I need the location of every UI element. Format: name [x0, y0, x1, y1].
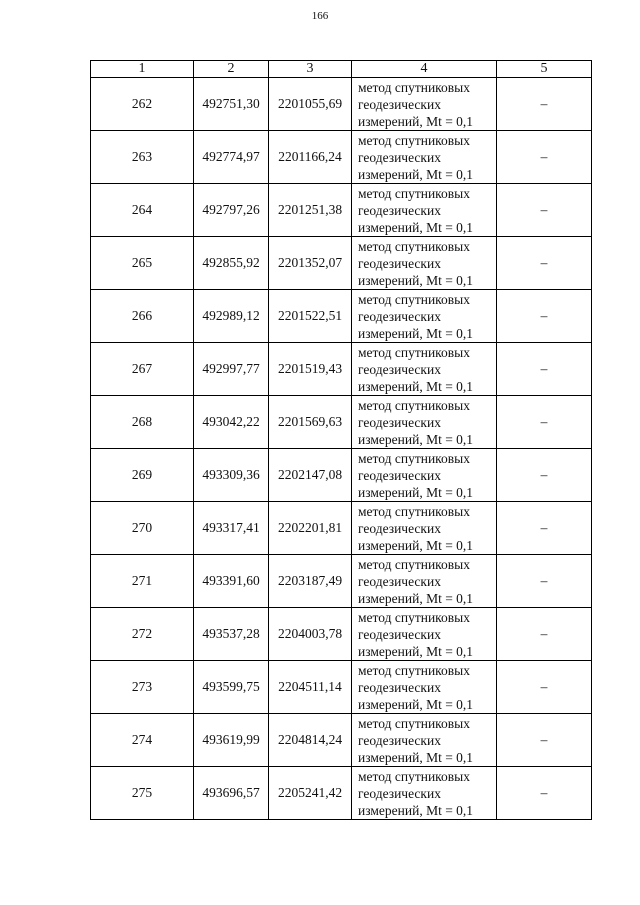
x-coordinate-cell: 492989,12 — [194, 290, 269, 343]
table-row — [91, 396, 592, 449]
method-cell — [352, 555, 497, 608]
x-coordinate-cell: 492774,97 — [194, 131, 269, 184]
point-number-cell: 271 — [91, 555, 194, 608]
x-coordinate-cell: 493696,57 — [194, 767, 269, 820]
table-row — [91, 78, 592, 131]
x-coordinate-cell: 493309,36 — [194, 449, 269, 502]
method-text-line: геодезических — [358, 573, 441, 589]
method-text-line: измерений, Mt = 0,1 — [358, 537, 474, 553]
note-cell: – — [497, 608, 592, 661]
note-cell: – — [497, 767, 592, 820]
note-cell: – — [497, 396, 592, 449]
point-number-cell: 266 — [91, 290, 194, 343]
method-cell — [352, 184, 497, 237]
table-row — [91, 502, 592, 555]
note-cell: – — [497, 78, 592, 131]
method-cell — [352, 449, 497, 502]
table-row — [91, 608, 592, 661]
method-text-line: геодезических — [358, 520, 441, 536]
method-text-line: измерений, Mt = 0,1 — [358, 696, 474, 712]
x-coordinate-cell: 493042,22 — [194, 396, 269, 449]
method-text-line: метод спутниковых — [358, 503, 470, 519]
note-cell: – — [497, 502, 592, 555]
note-cell: – — [497, 555, 592, 608]
method-cell — [352, 78, 497, 131]
note-cell: – — [497, 661, 592, 714]
y-coordinate-cell: 2202201,81 — [269, 502, 352, 555]
method-text-line: геодезических — [358, 467, 441, 483]
method-cell — [352, 290, 497, 343]
page-number: 166 — [311, 10, 329, 22]
table-header — [91, 61, 592, 78]
point-number-cell: 262 — [91, 78, 194, 131]
x-coordinate-cell: 492751,30 — [194, 78, 269, 131]
table-row — [91, 714, 592, 767]
table-row — [91, 237, 592, 290]
method-cell — [352, 237, 497, 290]
table-row — [91, 767, 592, 820]
note-cell: – — [497, 131, 592, 184]
method-text-line: измерений, Mt = 0,1 — [358, 378, 474, 394]
note-cell: – — [497, 714, 592, 767]
method-text-line: метод спутниковых — [358, 344, 470, 360]
method-text-line: метод спутниковых — [358, 609, 470, 625]
point-number-cell: 272 — [91, 608, 194, 661]
x-coordinate-cell: 493537,28 — [194, 608, 269, 661]
note-cell: – — [497, 237, 592, 290]
method-text-line: геодезических — [358, 96, 441, 112]
point-number-cell: 263 — [91, 131, 194, 184]
point-number-cell: 274 — [91, 714, 194, 767]
table-row — [91, 290, 592, 343]
note-cell: – — [497, 449, 592, 502]
method-text-line: геодезических — [358, 732, 441, 748]
note-cell: – — [497, 184, 592, 237]
table-row — [91, 555, 592, 608]
table-row — [91, 661, 592, 714]
method-cell — [352, 608, 497, 661]
point-number-cell: 265 — [91, 237, 194, 290]
method-text-line: метод спутниковых — [358, 450, 470, 466]
y-coordinate-cell: 2204511,14 — [269, 661, 352, 714]
method-cell — [352, 714, 497, 767]
x-coordinate-cell: 493599,75 — [194, 661, 269, 714]
method-text-line: геодезических — [358, 361, 441, 377]
method-text-line: метод спутниковых — [358, 79, 470, 95]
table-row — [91, 131, 592, 184]
x-coordinate-cell: 492797,26 — [194, 184, 269, 237]
header-col-2: 2 — [194, 61, 269, 78]
method-text-line: метод спутниковых — [358, 238, 470, 254]
method-text-line: измерений, Mt = 0,1 — [358, 802, 474, 818]
method-text-line: метод спутниковых — [358, 291, 470, 307]
method-text-line: измерений, Mt = 0,1 — [358, 484, 474, 500]
method-text-line: измерений, Mt = 0,1 — [358, 643, 474, 659]
method-text-line: геодезических — [358, 626, 441, 642]
table-row — [91, 449, 592, 502]
x-coordinate-cell: 493391,60 — [194, 555, 269, 608]
method-text-line: геодезических — [358, 414, 441, 430]
method-text-line: геодезических — [358, 149, 441, 165]
y-coordinate-cell: 2201251,38 — [269, 184, 352, 237]
note-cell: – — [497, 343, 592, 396]
method-text-line: геодезических — [358, 202, 441, 218]
y-coordinate-cell: 2204814,24 — [269, 714, 352, 767]
y-coordinate-cell: 2201569,63 — [269, 396, 352, 449]
y-coordinate-cell: 2204003,78 — [269, 608, 352, 661]
method-text-line: метод спутниковых — [358, 132, 470, 148]
method-text-line: измерений, Mt = 0,1 — [358, 219, 474, 235]
y-coordinate-cell: 2201519,43 — [269, 343, 352, 396]
point-number-cell: 268 — [91, 396, 194, 449]
point-number-cell: 267 — [91, 343, 194, 396]
method-text-line: измерений, Mt = 0,1 — [358, 325, 474, 341]
header-col-4: 4 — [352, 61, 497, 78]
coordinates-table — [90, 60, 592, 820]
method-text-line: измерений, Mt = 0,1 — [358, 166, 474, 182]
y-coordinate-cell: 2203187,49 — [269, 555, 352, 608]
method-text-line: измерений, Mt = 0,1 — [358, 272, 474, 288]
point-number-cell: 270 — [91, 502, 194, 555]
method-cell — [352, 396, 497, 449]
method-cell — [352, 131, 497, 184]
header-row — [91, 61, 592, 78]
table-body — [91, 78, 592, 820]
point-number-cell: 273 — [91, 661, 194, 714]
method-cell — [352, 343, 497, 396]
header-col-5: 5 — [497, 61, 592, 78]
x-coordinate-cell: 492855,92 — [194, 237, 269, 290]
y-coordinate-cell: 2201352,07 — [269, 237, 352, 290]
y-coordinate-cell: 2201522,51 — [269, 290, 352, 343]
note-cell: – — [497, 290, 592, 343]
method-text-line: метод спутниковых — [358, 556, 470, 572]
method-text-line: измерений, Mt = 0,1 — [358, 431, 474, 447]
header-col-1: 1 — [91, 61, 194, 78]
method-text-line: метод спутниковых — [358, 768, 470, 784]
y-coordinate-cell: 2205241,42 — [269, 767, 352, 820]
method-text-line: измерений, Mt = 0,1 — [358, 749, 474, 765]
method-text-line: измерений, Mt = 0,1 — [358, 590, 474, 606]
point-number-cell: 269 — [91, 449, 194, 502]
method-text-line: метод спутниковых — [358, 397, 470, 413]
point-number-cell: 275 — [91, 767, 194, 820]
x-coordinate-cell: 493317,41 — [194, 502, 269, 555]
y-coordinate-cell: 2202147,08 — [269, 449, 352, 502]
method-text-line: измерений, Mt = 0,1 — [358, 113, 474, 129]
method-text-line: метод спутниковых — [358, 662, 470, 678]
method-text-line: геодезических — [358, 308, 441, 324]
method-text-line: метод спутниковых — [358, 185, 470, 201]
method-text-line: геодезических — [358, 785, 441, 801]
table-row — [91, 343, 592, 396]
point-number-cell: 264 — [91, 184, 194, 237]
table-row — [91, 184, 592, 237]
method-cell — [352, 502, 497, 555]
method-cell — [352, 767, 497, 820]
method-cell — [352, 661, 497, 714]
method-text-line: метод спутниковых — [358, 715, 470, 731]
x-coordinate-cell: 493619,99 — [194, 714, 269, 767]
y-coordinate-cell: 2201166,24 — [269, 131, 352, 184]
x-coordinate-cell: 492997,77 — [194, 343, 269, 396]
y-coordinate-cell: 2201055,69 — [269, 78, 352, 131]
header-col-3: 3 — [269, 61, 352, 78]
method-text-line: геодезических — [358, 679, 441, 695]
method-text-line: геодезических — [358, 255, 441, 271]
